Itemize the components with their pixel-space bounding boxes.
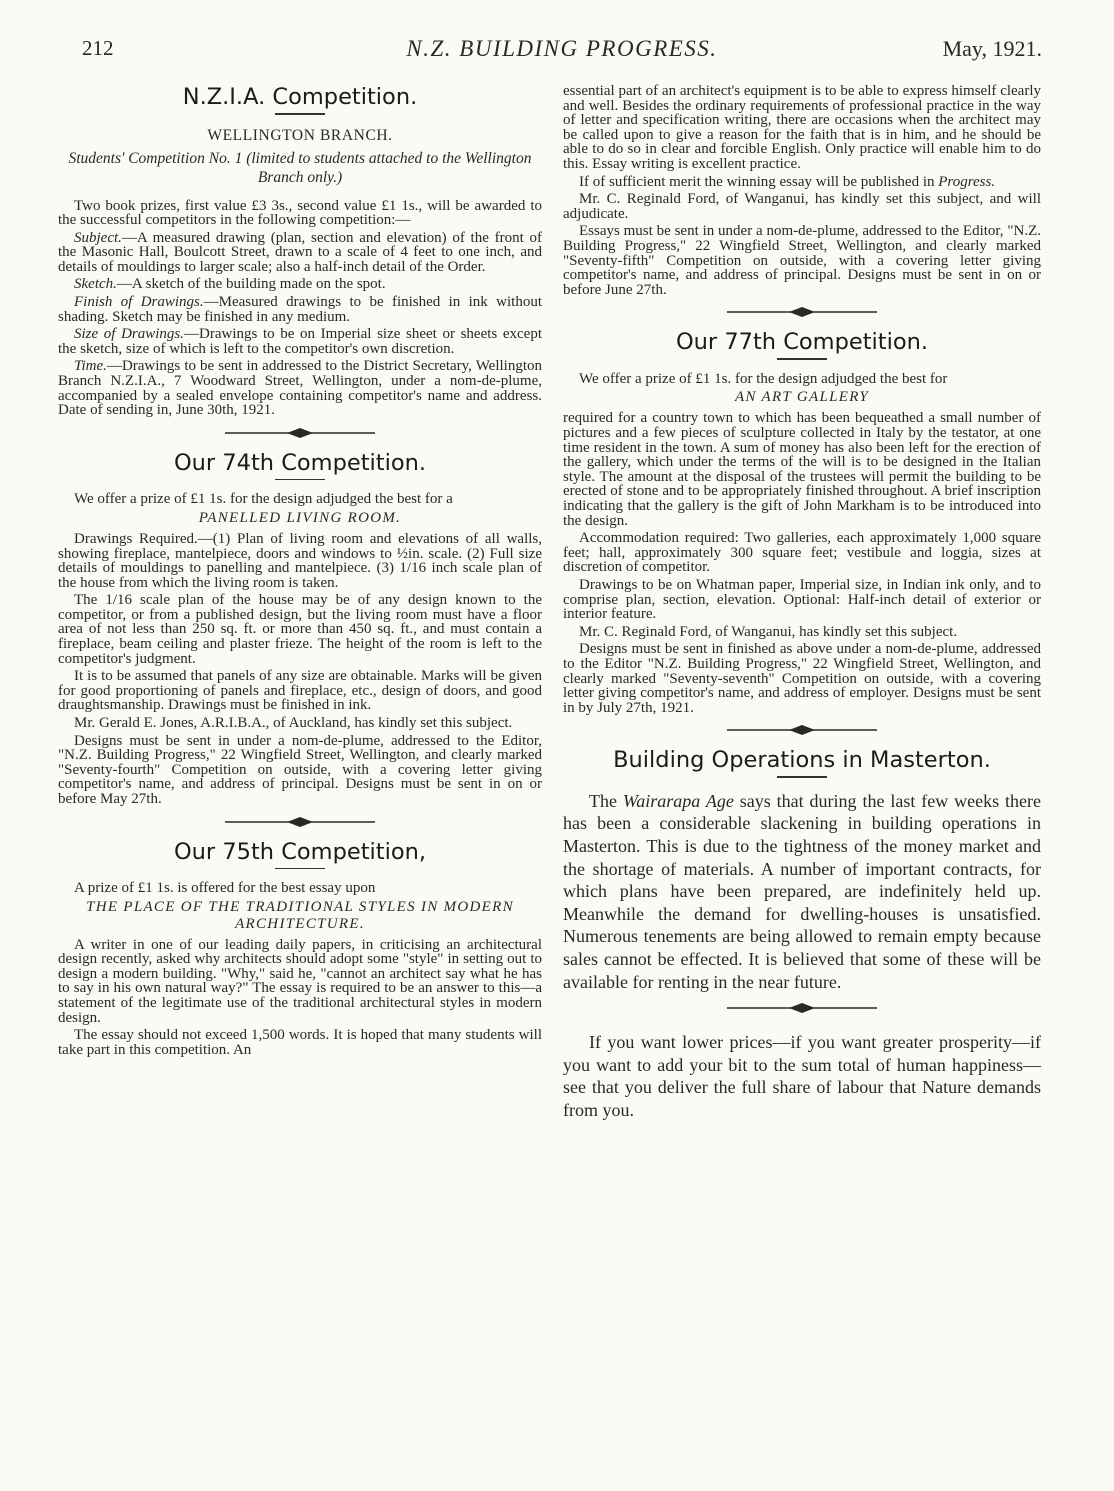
progress-title: Progress. — [938, 173, 996, 190]
competition-75-paragraph: Mr. C. Reginald Ford, of Wanganui, has kindly set this subject, and will adjudicate. — [563, 191, 1041, 222]
page-number: 212 — [82, 36, 114, 60]
competition-74-paragraph: Mr. Gerald E. Jones, A.R.I.B.A., of Auckland, has kindly set this subject. — [74, 715, 513, 732]
nzia-finish — [58, 295, 542, 324]
competition-77-paragraph: Designs must be sent in finished as above under a nom-de-plume, addressed to the Editor "N.Z. Building Progress," 22 Wingfield Street, Wellington, and clearly marked "Seventy-seventh" Competition on outside, with a covering letter giving competitor's name, and address of employer. Designs must be sent in by July 27th, 1921. — [563, 641, 1041, 716]
section-divider — [225, 813, 375, 831]
competition-75-paragraph — [563, 175, 1041, 190]
competition-74-paragraph: It is to be assumed that panels of any size are obtainable. Marks will be given for good proportioning of panels and fireplace, etc., design of doors, and good draughtsmanship. Drawings must be finished in ink. — [58, 668, 542, 714]
section-divider — [225, 424, 375, 442]
subject-lead: Subject. — [74, 229, 122, 246]
section-divider — [727, 999, 877, 1017]
competition-77-heading: Our 77th Competition. — [675, 329, 929, 356]
masterton-heading: Building Operations in Masterton. — [613, 747, 991, 774]
nzia-subject — [58, 231, 542, 275]
competition-74-paragraph: The 1/16 scale plan of the house may be of any design known to the competitor, or from a published design, but the living room must have a floor area of not less than 250 sq. ft. or more than 450 sq. ft., and must contain a fireplace, beam ceiling and plaster frieze. The height of the room is left to the competitor's judgment. — [58, 592, 542, 667]
competition-77-paragraph: Drawings to be on Whatman paper, Imperial size, in Indian ink only, and to comprise plan, section, elevation. Optional: Half-inch detail of exterior or interior feature. — [563, 576, 1041, 623]
competition-74-article — [58, 450, 542, 807]
competition-74-heading: Our 74th Competition. — [173, 449, 427, 476]
time-text: —Drawings to be sent in addressed to the District Secretary, Wellington Branch N.Z.I.A., 7 Woodward Street, Wellington, under a nom-de-plume, accompanied by a sealed envelope containing competitor's name and address. Date of sending in, June 30th, 1921. — [58, 358, 542, 419]
competition-77-offer: We offer a prize of £1 1s. for the design adjudged the best for — [579, 370, 948, 387]
competition-75-paragraph: essential part of an architect's equipment is to be able to express himself clearly and well. Besides the ordinary requirements of professional practice in the way of letter and specification writing, there are occasions when the architect may be called upon to give a reason for the faith that is in him, and he should be able to do so in clear and forcible English. Only practice will enable him to do this. Essay writing is excellent practice. — [563, 83, 1041, 172]
page-header — [82, 36, 1042, 76]
competition-77-paragraph: Accommodation required: Two galleries, each approximately 1,000 square feet; hall, approximately 300 square feet; vestibule and loggia, sizes at discretion of competitor. — [563, 530, 1041, 576]
nzia-size — [58, 327, 542, 356]
sketch-text: —A sketch of the building made on the spot. — [116, 276, 386, 293]
section-divider — [727, 721, 877, 739]
size-lead: Size of Drawings. — [74, 326, 185, 343]
competition-75-article — [58, 839, 542, 1058]
nzia-competition-article — [58, 84, 542, 418]
competition-74-title: PANELLED LIVING ROOM. — [198, 509, 402, 526]
masterton-paragraph — [563, 790, 1041, 993]
section-divider — [727, 303, 877, 321]
competition-74-offer: We offer a prize of £1 1s. for the design adjudged the best for a — [74, 491, 453, 508]
competition-77-article — [563, 329, 1041, 715]
issue-date: May, 1921. — [942, 36, 1042, 61]
nzia-intro: Two book prizes, first value £3 3s., second value £1 1s., will be awarded to the successful competitors in the following competition:— — [58, 197, 542, 229]
competition-75-offer: A prize of £1 1s. is offered for the best essay upon — [74, 880, 376, 897]
masterton-article — [563, 747, 1041, 993]
nzia-sketch — [58, 277, 542, 292]
competition-75-paragraph: The essay should not exceed 1,500 words. It is hoped that many students will take part in this competition. An — [58, 1027, 542, 1058]
finish-lead: Finish of Drawings. — [74, 294, 204, 311]
masterton-text-start: The — [589, 790, 623, 811]
merit-text: If of sufficient merit the winning essay will be published in — [579, 173, 939, 190]
size-text: —Drawings to be on Imperial size sheet or sheets except the sketch, size of which is left to the competitor's own discretion. — [58, 326, 543, 357]
heading-rule — [275, 113, 325, 115]
competition-77-paragraph: required for a country town to which has been bequeathed a small number of pictures and a few pieces of sculpture collected in Italy by the testator, at one time resident in the town. A sum of money has also been left for the erection of the gallery, which under the terms of the will is to be designed in the Italian style. The amount at the disposal of the trustees will permit the building to be erected of stone and to be appropriately finished throughout. A brief inscription indicating that the gallery is the gift of John Markham is to be introduced into the design. — [563, 410, 1041, 529]
nzia-time — [58, 359, 542, 417]
finish-text: —Measured drawings to be finished in ink without shading. Sketch may be finished in any medium. — [58, 294, 542, 325]
right-column — [563, 84, 1041, 1122]
masterton-text-rest: says that during the last few weeks there has been a considerable slackening in building operations in Masterton. This is due to the tightness of the money market and the shortage of materials. A number of important contracts, for which plans have been prepared, are indefinitely held up. Meanwhile the demand for dwelling-houses is unsatisfied. Numerous tenements are being allowed to remain empty because sales cannot be effected. It is believed that some of these will be available for renting in the near future. — [563, 790, 1042, 992]
competition-75-title: THE PLACE OF THE TRADITIONAL STYLES IN MODERN ARCHITECTURE. — [86, 898, 514, 932]
nzia-branch: WELLINGTON BRANCH. — [207, 126, 393, 144]
subject-text: —A measured drawing (plan, section and elevation) of the front of the Masonic Hall, Boulcott Street, drawn to a scale of 4 feet to one inch, and details of mouldings to larger scale; also a half-inch detail of the Order. — [58, 229, 542, 275]
competition-75-paragraph: Essays must be sent in under a nom-de-plume, addressed to the Editor, "N.Z. Building Progress," 22 Wingfield Street, Wellington, and clearly marked "Seventy-fifth" Competition on outside, with a covering letter giving competitor's name, and address of principal. Designs must be sent in on or before June 27th. — [563, 223, 1041, 298]
competition-74-paragraph: Drawings Required.—(1) Plan of living room and elevations of all walls, showing fireplace, mantelpiece, doors and windows to ½in. scale. (2) Full size details of mouldings to panelling and mantelpiece. (3) 1/16 inch scale plan of the house from which the living room is taken. — [58, 530, 542, 591]
competition-75-heading: Our 75th Competition, — [173, 838, 427, 865]
journal-title: N.Z. BUILDING PROGRESS. — [406, 36, 718, 61]
competition-77-paragraph: Mr. C. Reginald Ford, of Wanganui, has kindly set this subject. — [579, 623, 958, 640]
competition-75-continued — [563, 84, 1041, 297]
closing-paragraph: If you want lower prices—if you want greater prosperity—if you want to add your bit to the sum total of human happiness—see that you deliver the full share of labour that Nature demands from you. — [563, 1032, 1041, 1120]
sketch-lead: Sketch. — [74, 276, 117, 293]
left-column — [58, 84, 542, 1060]
competition-75-paragraph: A writer in one of our leading daily papers, in criticising an architectural design recently, asked why architects should adopt some "style" in setting out to design a modern building. "Why," said he, "cannot an architect say what he has to say in his own natural way?" The essay is required to be an answer to this—a statement of the legitimate use of the traditional architectural styles in modern design. — [58, 936, 542, 1026]
newspaper-name: Wairarapa Age — [622, 790, 734, 811]
nzia-heading: N.Z.I.A. Competition. — [182, 84, 418, 110]
nzia-subtitle: Students' Competition No. 1 (limited to students attached to the Wellington Branch only.) — [68, 149, 532, 186]
competition-77-title: AN ART GALLERY — [734, 389, 870, 406]
time-lead: Time. — [74, 358, 107, 375]
competition-74-paragraph: Designs must be sent in under a nom-de-plume, addressed to the Editor, "N.Z. Building Progress," 22 Wingfield Street, Wellington, and clearly marked "Seventy-fourth" Competition on outside, with a covering letter giving competitor's name, and address of principal. Designs must be sent in on or before May 27th. — [58, 732, 542, 807]
